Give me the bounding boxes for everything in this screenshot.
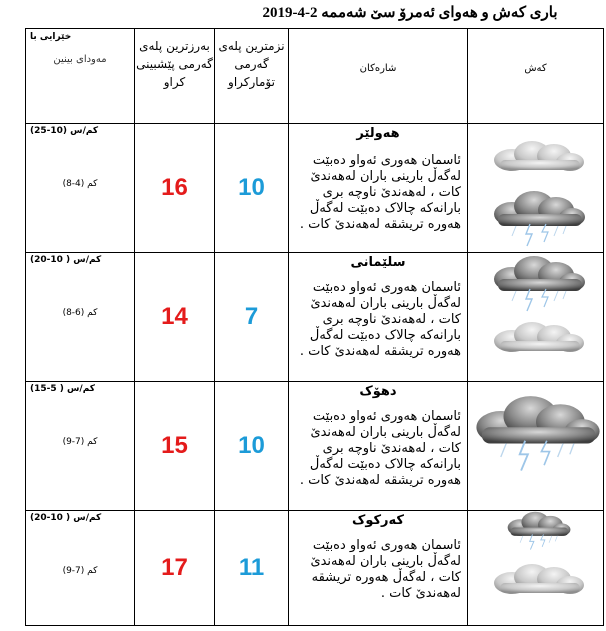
- min-temp: 10: [215, 382, 289, 511]
- max-temp: 15: [135, 382, 215, 511]
- table-row: [26, 124, 604, 253]
- weather-table: [25, 28, 604, 626]
- table-row: [26, 253, 604, 382]
- wind-speed: (25-10) کم/س: [30, 126, 99, 136]
- city-cell: [289, 511, 468, 626]
- visibility: (8-4) کم: [62, 179, 98, 189]
- storm-cloud-icon: [490, 255, 586, 313]
- max-temp-header-label: بەرزترین پلەی گەرمی پێشبینی کراو: [136, 39, 213, 89]
- weather-description: ئاسمان هەوری ئەواو دەبێت لەگەڵ بارینی باران لەهەندێ کات ، لەهەندێ ناوچە بری بارانەکە چالاک دەبێت لەگەڵ هەورە تریشقە لەهەندێ کات .: [299, 153, 461, 232]
- wind-cell: [26, 124, 135, 253]
- visibility-header-label: مەودای بینین: [53, 54, 107, 65]
- cloud-icon: [490, 319, 586, 353]
- wind-cell: [26, 253, 135, 382]
- wind-header: [26, 29, 135, 124]
- min-temp: 11: [215, 511, 289, 626]
- wind-cell: [26, 511, 135, 626]
- weather-description: ئاسمان هەوری ئەواو دەبێت لەگەڵ بارینی باران لەهەندێ کات ، لەهەندێ ناوچە بری بارانەکە چالاک دەبێت لەگەڵ هەورە تریشقە لەهەندێ کات .: [299, 280, 461, 359]
- page-title: باری کەش و هەوای ئەمرۆ سێ شەممە 2-4-2019: [262, 5, 558, 21]
- city-cell: [289, 253, 468, 382]
- max-temp: 17: [135, 511, 215, 626]
- cities-header-label: شارەکان: [359, 63, 397, 74]
- city-name: هەولێر: [356, 126, 400, 141]
- min-temp-header-label: نزمترین پلەی گەرمی تۆمارکراو: [218, 39, 285, 89]
- storm-cloud-icon: [471, 394, 601, 474]
- max-temp: 16: [135, 124, 215, 253]
- wind-cell: [26, 382, 135, 511]
- wind-speed: (15-5 ) کم/س: [30, 384, 96, 394]
- min-temp: 7: [215, 253, 289, 382]
- city-cell: [289, 382, 468, 511]
- cloud-icon: [490, 561, 586, 595]
- city-name: سلێمانی: [350, 255, 406, 270]
- weather-header: [468, 29, 604, 124]
- weather-icon-cell: [468, 253, 604, 382]
- weather-icon-cell: [468, 382, 604, 511]
- storm-cloud-icon: [490, 190, 586, 248]
- weather-icon-cell: [468, 511, 604, 626]
- table-header-row: [26, 29, 604, 124]
- wind-speed: (20-10 ) کم/س: [30, 255, 102, 265]
- city-name: دهۆک: [359, 384, 397, 399]
- wind-header-label: خێرایی با: [30, 32, 72, 42]
- cities-header: [289, 29, 468, 124]
- visibility: (9-7) کم: [62, 437, 98, 447]
- weather-description: ئاسمان هەوری ئەواو دەبێت لەگەڵ بارینی باران لەهەندێ کات ، لەهەندێ ناوچە بری بارانەکە چالاک دەبێت لەگەڵ هەورە تریشقە لەهەندێ کات .: [299, 409, 461, 488]
- city-cell: [289, 124, 468, 253]
- max-temp-header: [135, 29, 215, 124]
- weather-icon-cell: [468, 124, 604, 253]
- cloud-icon: [490, 138, 586, 172]
- wind-speed: (20-10 ) کم/س: [30, 513, 102, 523]
- city-name: کەرکوک: [352, 513, 404, 528]
- table-row: [26, 382, 604, 511]
- min-temp: 10: [215, 124, 289, 253]
- table-row: [26, 511, 604, 626]
- weather-header-label: کەش: [524, 63, 547, 74]
- storm-cloud-icon: [490, 511, 586, 551]
- visibility: (8-6) کم: [62, 308, 98, 318]
- max-temp: 14: [135, 253, 215, 382]
- weather-description: ئاسمان هەوری ئەواو دەبێت لەگەڵ بارینی باران لەهەندێ کات ، لەگەڵ هەورە تریشقە لەهەندێ کات .: [310, 538, 461, 601]
- min-temp-header: [215, 29, 289, 124]
- visibility: (9-7) کم: [62, 566, 98, 576]
